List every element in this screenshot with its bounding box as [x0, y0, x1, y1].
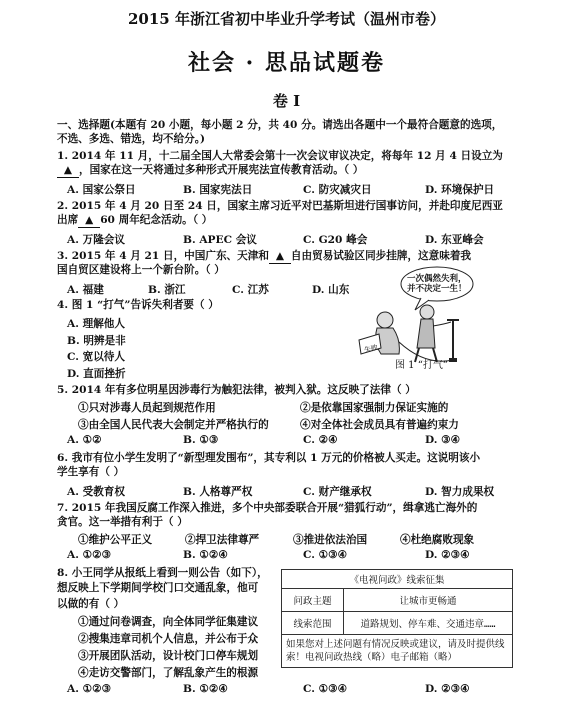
instructions-line-1: 一、选择题(本题有 20 小题，每小题 2 分，共 40 分。请选出各题中一个最符合题意的选项，	[57, 119, 503, 131]
q1-line-2: ▲ ，国家在这一天将通过多种形式开展宪法宣传教育活动。（ ）	[57, 163, 363, 178]
notice-row-value: 道路规划、停车难、交通违章……	[360, 619, 496, 630]
q6-line-2: 学生享有（ ）	[57, 466, 125, 478]
q3-option-b: B. 浙江	[148, 284, 186, 296]
q7-sub-3: ③推进依法治国	[293, 534, 368, 546]
notice-row	[282, 612, 512, 635]
q7-sub-2: ②捍卫法律尊严	[185, 534, 260, 546]
q5-option-a: A. ①②	[67, 434, 102, 446]
notice-row-label: 问政主题	[282, 589, 344, 611]
q3-line-1: 3. 2015 年 4 月 21 日，中国广东、天津和 ▲ 自由贸易试验区同步挂牌，这意味着我	[57, 250, 472, 262]
q4-line-1: 4. 图 1 “打气”告诉失利者要（ ）	[57, 299, 219, 311]
q6-option-a: A. 受教育权	[67, 486, 125, 498]
q4-option-a: A. 理解他人	[67, 318, 125, 330]
q5-option-d: D. ③④	[425, 434, 461, 446]
q8-option-b: B. ①②④	[183, 683, 228, 695]
q7-option-b: B. ①②④	[183, 549, 228, 561]
q1-line-1: 1. 2014 年 11 月，十二届全国人大常委会第十一次会议审议决定，将每年 12 月 4 日设立为	[57, 150, 503, 162]
q7-option-d: D. ②③④	[425, 549, 470, 561]
q8-sub-1: ①通过问卷调查，向全体同学征集建议	[78, 616, 259, 628]
q1-option-b: B. 国家宪法日	[183, 184, 253, 196]
q7-line-1: 7. 2015 年我国反腐工作深入推进，多个中央部委联合开展“猎狐行动”，缉拿逃亡海外的	[57, 502, 478, 514]
q7-sub-1: ①维护公平正义	[78, 534, 153, 546]
q3-line-2: 国自贸区建设将上一个新台阶。（ ）	[57, 264, 225, 276]
q5-sub-2: ②是依靠国家强制力保证实施的	[300, 402, 449, 414]
q8-option-a: A. ①②③	[67, 683, 112, 695]
q3-option-d: D. 山东	[312, 284, 350, 296]
q2-blank: ▲	[78, 213, 100, 228]
q5-option-b: B. ①③	[183, 434, 219, 446]
figure-1-caption: 图 1 “打气”	[395, 360, 448, 371]
q6-line-1: 6. 我市有位小学生发明了“新型理发围布”，其专利以 1 万元的价格被人买走。这说明该小	[57, 452, 481, 464]
q4-option-c: C. 宽以待人	[67, 351, 125, 363]
notice-row-value: 让城市更畅通	[399, 596, 457, 607]
q5-line-1: 5. 2014 年有多位明星因涉毒行为触犯法律，被判入狱。这反映了法律（ ）	[57, 384, 416, 396]
q8-line-3: 以做的有（ ）	[57, 598, 125, 610]
q7-option-a: A. ①②③	[67, 549, 112, 561]
q3-blank: ▲	[269, 249, 291, 264]
q7-line-2: 贪官。这一举措有利于（ ）	[57, 516, 188, 528]
q7-sub-4: ④杜绝腐败现象	[400, 534, 475, 546]
q5-sub-4: ④对全体社会成员具有普遍约束力	[300, 419, 459, 431]
q4-option-d: D. 直面挫折	[67, 368, 126, 380]
q6-option-d: D. 智力成果权	[425, 486, 495, 498]
q6-option-b: B. 人格尊严权	[183, 486, 253, 498]
notice-row	[282, 589, 512, 612]
q5-option-c: C. ②④	[303, 434, 338, 446]
q2-option-d: D. 东亚峰会	[425, 234, 484, 246]
q5-sub-3: ③由全国人民代表大会制定并严格执行的	[78, 419, 269, 431]
notice-note: 如果您对上述问题有情况反映或建议，请及时提供线索！电视问政热线（略）电子邮箱（略）	[286, 639, 505, 663]
q2-line-2: 出席 ▲ 60 周年纪念活动。（ ）	[57, 214, 213, 226]
q8-sub-2: ②搜集违章司机个人信息，并公布于众	[78, 633, 259, 645]
q8-option-c: C. ①③④	[303, 683, 348, 695]
notice-row-label: 线索范围	[282, 612, 344, 634]
q4-option-b: B. 明辨是非	[67, 335, 126, 347]
instructions-line-2: 不选、多选、错选，均不给分。)	[57, 133, 206, 145]
figure-1-sign: 失败	[363, 343, 379, 355]
q7-option-c: C. ①③④	[303, 549, 348, 561]
q5-sub-1: ①只对涉毒人员起到规范作用	[78, 402, 216, 414]
notice-title: 《电视问政》线索征集	[282, 570, 512, 589]
q2-option-b: B. APEC 会议	[183, 234, 257, 246]
q3-option-c: C. 江苏	[232, 284, 269, 296]
subject-title: 社会 · 思品试题卷	[188, 50, 385, 76]
volume-label: 卷 I	[272, 92, 301, 110]
notice-table	[281, 569, 513, 668]
q8-sub-3: ③开展团队活动，设计校门口停车规划	[78, 650, 259, 662]
q2-option-a: A. 万隆会议	[67, 234, 125, 246]
q3-option-a: A. 福建	[67, 284, 104, 296]
q1-option-d: D. 环境保护日	[425, 184, 495, 196]
q2-option-c: C. G20 峰会	[303, 234, 368, 246]
q1-blank: ▲	[57, 163, 79, 178]
q8-line-1: 8. 小王同学从报纸上看到一则公告（如下），	[57, 567, 268, 579]
q2-line-1: 2. 2015 年 4 月 20 日至 24 日，国家主席习近平对巴基斯坦进行国事访问，并赴印度尼西亚	[57, 200, 503, 212]
q6-option-c: C. 财产继承权	[303, 486, 372, 498]
q1-option-c: C. 防灾减灾日	[303, 184, 372, 196]
figure-1-bubble: 一次偶然失利，并不决定一生！	[407, 274, 467, 294]
q1-option-a: A. 国家公祭日	[67, 184, 136, 196]
q8-line-2: 想反映上下学期间学校门口交通乱象，他可	[57, 582, 259, 594]
q8-option-d: D. ②③④	[425, 683, 470, 695]
q8-sub-4: ④走访交警部门，了解乱象产生的根源	[78, 667, 259, 679]
exam-title: 2015 年浙江省初中毕业升学考试（温州市卷）	[128, 10, 445, 28]
